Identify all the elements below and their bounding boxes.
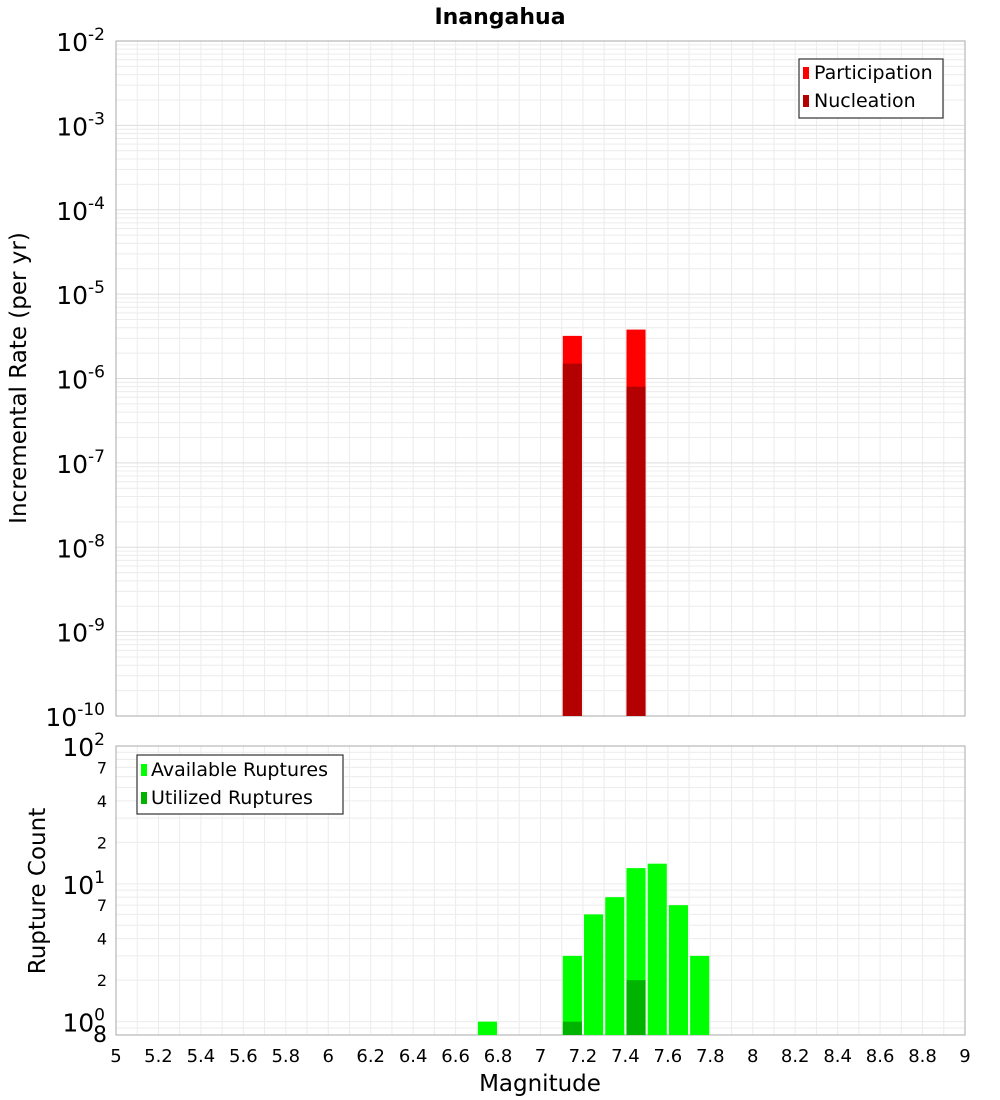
legend-swatch <box>803 95 809 107</box>
y-tick-label: $10^{-5}$ <box>56 278 105 311</box>
x-axis-ticks <box>110 1046 970 1067</box>
rupture-count-plot-bars <box>478 864 709 1035</box>
rate-plot-y-ticks <box>45 25 105 732</box>
x-tick-label: 8.6 <box>865 1046 895 1067</box>
x-tick-label: 7.6 <box>653 1046 683 1067</box>
bar-available-ruptures <box>605 897 624 1035</box>
rupture-count-plot <box>62 730 970 1067</box>
legend-swatch <box>141 764 147 776</box>
x-tick-label: 5 <box>110 1046 122 1067</box>
y-tick-label: $10^{-9}$ <box>56 615 105 648</box>
y-tick-label: $10^{-2}$ <box>56 25 105 57</box>
x-tick-label: 8.2 <box>780 1046 810 1067</box>
bar-available-ruptures <box>669 905 688 1035</box>
y-tick-label: $10^2$ <box>62 730 105 762</box>
legend-label: Nucleation <box>814 90 916 112</box>
y-tick-label: 4 <box>96 791 107 811</box>
bar-available-ruptures <box>690 956 709 1035</box>
y-tick-label: $10^{-3}$ <box>56 109 105 142</box>
x-tick-label: 7 <box>534 1046 547 1067</box>
x-tick-label: 6 <box>322 1046 334 1067</box>
rate-plot <box>45 25 965 732</box>
y-tick-label: $10^{-7}$ <box>56 446 105 479</box>
legend-swatch <box>803 67 809 79</box>
x-tick-label: 6.6 <box>441 1046 470 1067</box>
bar-available-ruptures <box>478 1022 497 1035</box>
y-tick-label: $10^{-8}$ <box>56 531 105 564</box>
x-tick-label: 5.8 <box>271 1046 301 1067</box>
y-tick-label: $10^{-6}$ <box>56 362 105 395</box>
x-tick-label: 5.2 <box>144 1046 173 1067</box>
rupture-count-plot-legend <box>137 755 343 814</box>
legend-swatch <box>141 792 147 804</box>
legend-label: Utilized Ruptures <box>151 787 313 809</box>
y-tick-label: $10^{-4}$ <box>56 193 105 226</box>
rupture-count-plot-y-ticks <box>62 730 107 1048</box>
chart-title: Inangahua <box>434 5 566 30</box>
y-tick-label: 8 <box>93 1023 107 1048</box>
y-tick-label: 7 <box>96 896 107 916</box>
y-tick-label: 4 <box>96 929 107 949</box>
rate-plot-legend <box>799 59 943 118</box>
y-tick-label: 2 <box>96 833 107 853</box>
x-tick-label: 7.2 <box>568 1046 598 1067</box>
rupture-count-y-axis-label: Rupture Count <box>25 807 51 975</box>
x-tick-label: 8.8 <box>908 1046 937 1067</box>
rate-plot-grid <box>116 41 965 716</box>
x-tick-label: 6.8 <box>483 1046 513 1067</box>
y-tick-label: $10^1$ <box>62 867 105 900</box>
x-tick-label: 8.4 <box>823 1046 852 1067</box>
x-tick-label: 7.8 <box>695 1046 725 1067</box>
bar-nucleation <box>563 364 582 716</box>
y-tick-label: $10^0$ <box>62 1005 105 1038</box>
x-tick-label: 5.4 <box>186 1046 216 1067</box>
bar-available-ruptures <box>584 914 603 1035</box>
rate-plot-y-axis-label: Incremental Rate (per yr) <box>6 232 32 524</box>
y-tick-label: 7 <box>96 758 107 778</box>
x-tick-label: 8 <box>747 1046 759 1067</box>
x-tick-label: 6.2 <box>356 1046 386 1067</box>
x-tick-label: 5.6 <box>229 1046 258 1067</box>
bar-nucleation <box>626 387 645 716</box>
legend-label: Available Ruptures <box>151 759 328 781</box>
legend-label: Participation <box>814 62 933 84</box>
x-tick-label: 6.4 <box>398 1046 428 1067</box>
x-tick-label: 9 <box>959 1046 971 1067</box>
bar-utilized-ruptures <box>563 1022 582 1035</box>
y-tick-label: $10^{-10}$ <box>45 700 105 732</box>
y-tick-label: 2 <box>96 971 107 991</box>
x-tick-label: 7.4 <box>611 1046 640 1067</box>
bar-utilized-ruptures <box>626 980 645 1035</box>
bar-available-ruptures <box>648 864 667 1035</box>
x-axis-label: Magnitude <box>479 1071 601 1097</box>
